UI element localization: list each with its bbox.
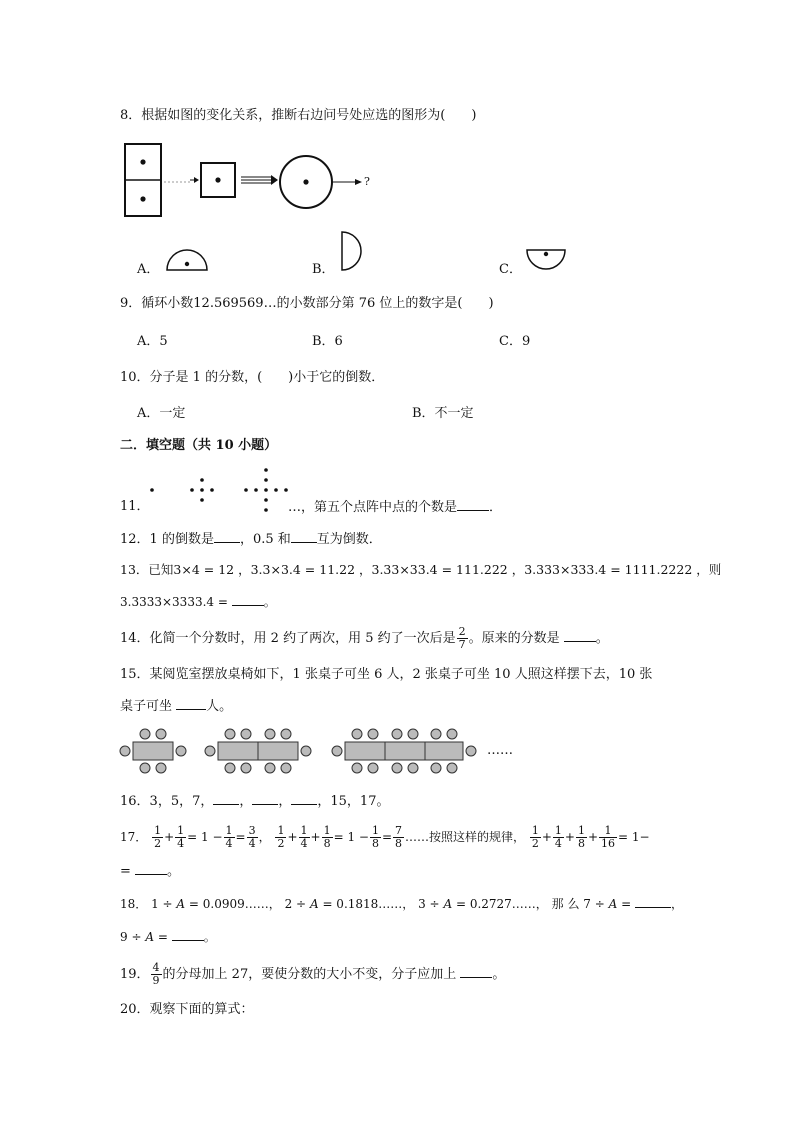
q17-frac-1-8 <box>322 825 333 850</box>
q18-t2: = 0.0909……， 2 ÷ <box>188 897 307 911</box>
num: 1 <box>577 824 585 837</box>
q8-option-b[interactable]: B． <box>312 262 335 277</box>
q15-text-b: 人。 <box>206 699 233 714</box>
eq: = <box>381 830 393 844</box>
q9-text: 9．循环小数12.569569…的小数部分第 76 位上的数字是( ) <box>120 296 494 311</box>
plus: + <box>310 830 321 844</box>
num: 3 <box>248 824 256 837</box>
q8-option-a[interactable]: A． <box>137 262 160 277</box>
q13-line2 <box>120 593 276 611</box>
q14-numerator: 2 <box>458 625 466 638</box>
q17-frac-1-4 <box>175 825 186 850</box>
q11-line <box>288 498 502 517</box>
q17-frac-1-2c <box>530 825 541 850</box>
q16-text-b: ，15，17。 <box>317 794 390 809</box>
q17-eq: = <box>120 864 131 879</box>
plus: + <box>564 830 575 844</box>
q18-var: A <box>176 897 186 911</box>
num: 1 <box>177 824 185 837</box>
q8-question-mark: ? <box>364 175 370 188</box>
q15-ellipsis: …… <box>487 743 513 758</box>
q17-answer-blank[interactable] <box>135 862 167 875</box>
num: 1 <box>371 824 379 837</box>
table-arrangement-1 <box>120 729 186 773</box>
q19-denominator: 9 <box>152 974 160 987</box>
q8-option-a-half-circle <box>165 248 209 272</box>
q18-t5: = <box>621 897 632 911</box>
q13-line1: 13．已知3×4 = 12 ，3.3×3.4 = 11.22 ，3.33×33.4 = 111.222 ，3.333×333.4 = 1111.2222 ，则 <box>120 562 722 577</box>
q15-text-a: 桌子可坐 <box>120 699 173 714</box>
den: 8 <box>323 837 331 850</box>
num: 1 <box>599 825 617 838</box>
plus: + <box>541 830 552 844</box>
plus: + <box>287 830 298 844</box>
plus: + <box>587 830 599 844</box>
den: 8 <box>577 837 585 850</box>
q17-frac-1-8b <box>370 825 381 850</box>
q9-option-a[interactable]: A．5 <box>137 334 168 349</box>
q8-option-c-half-circle <box>525 248 567 272</box>
q19-line <box>120 962 505 988</box>
den: 8 <box>395 837 403 850</box>
q9-option-c[interactable]: C．9 <box>499 334 531 349</box>
q13-expression: 3.3333×3333.4 = <box>120 595 228 609</box>
num: 1 <box>323 824 331 837</box>
den: 16 <box>601 837 616 850</box>
num: 1 <box>154 824 162 837</box>
q11-dot-patterns <box>140 466 290 514</box>
q19-numerator: 4 <box>152 961 160 974</box>
q15-line1: 15．某阅览室摆放桌椅如下，1 张桌子可坐 6 人，2 张桌子可坐 10 人照这样摆下去，10 张 <box>120 667 653 682</box>
den: 4 <box>248 837 256 850</box>
q14-fraction <box>457 626 468 651</box>
q8-option-b-half-circle <box>340 230 362 272</box>
q12-line <box>120 530 382 549</box>
q8-figure <box>120 140 380 222</box>
q16-blank-3[interactable] <box>291 792 317 805</box>
q15-line2 <box>120 697 232 716</box>
q19-text: 的分母加上 27，要使分数的大小不变，分子应加上 <box>162 967 457 982</box>
q19-number: 19． <box>120 967 150 982</box>
q16-sep-1: ， <box>239 794 253 809</box>
table-arrangement-3 <box>332 729 476 773</box>
num: 1 <box>554 824 562 837</box>
den: 2 <box>531 837 539 850</box>
den: 4 <box>554 837 562 850</box>
q14-denominator: 7 <box>458 638 466 651</box>
dots: …… <box>405 830 430 844</box>
q16-line <box>120 792 389 811</box>
q18-var: A <box>145 930 155 944</box>
q18-t4: = 0.2727……， 那 么 7 ÷ <box>455 897 605 911</box>
q12-part-a: 12．1 的倒数是 <box>120 532 214 547</box>
den: 8 <box>371 837 379 850</box>
q16-text-a: 16．3，5，7， <box>120 794 214 809</box>
q17-line1 <box>120 824 650 850</box>
q15-table-diagram <box>118 728 478 774</box>
q13-end: 。 <box>263 595 276 609</box>
q11-text: …，第五个点阵中点的个数是 <box>288 500 458 515</box>
q16-blank-1[interactable] <box>213 792 239 805</box>
q14-line <box>120 626 609 651</box>
q17-number: 17． <box>120 830 148 844</box>
q9-option-b[interactable]: B．6 <box>312 334 343 349</box>
section-title: 二．填空题（共 10 小题） <box>120 438 278 453</box>
q18-line2 <box>120 928 216 946</box>
q17-frac-3-4 <box>247 825 258 850</box>
q18-var: A <box>443 897 453 911</box>
q18-var: A <box>608 897 618 911</box>
q10-option-a[interactable]: A．一定 <box>137 406 186 421</box>
q17-end: = 1− <box>618 830 650 844</box>
q18-t3: = 0.1818……， 3 ÷ <box>322 897 440 911</box>
q18-t7: = <box>157 930 168 944</box>
num: 1 <box>300 824 308 837</box>
q12-blank-1[interactable] <box>214 530 240 543</box>
q17-frac-1-4d <box>553 825 564 850</box>
q13-answer-blank[interactable] <box>232 593 264 606</box>
q11-number: 11． <box>120 499 150 514</box>
num: 1 <box>277 824 285 837</box>
q10-text: 10．分子是 1 的分数，( )小于它的倒数． <box>120 370 385 385</box>
q14-text: 14．化简一个分数时，用 2 约了两次，用 5 约了一次后是 <box>120 631 456 646</box>
num: 1 <box>531 824 539 837</box>
q19-end: 。 <box>492 967 506 982</box>
q20-text: 20．观察下面的算式： <box>120 1002 254 1017</box>
q12-part-b: ，0.5 和 <box>239 532 291 547</box>
q11-answer-blank[interactable] <box>457 498 489 511</box>
q17-frac-1-8c <box>576 825 587 850</box>
den: 4 <box>177 837 185 850</box>
q17-frac-1-2b <box>275 825 286 850</box>
q15-answer-blank[interactable] <box>176 697 206 710</box>
q18-t6: 9 ÷ <box>120 930 142 944</box>
eq: = 1 − <box>333 830 369 844</box>
q18-line1 <box>120 895 683 913</box>
q18-blank-1[interactable] <box>635 895 671 908</box>
q17-end-dot: 。 <box>167 864 181 879</box>
q12-part-c: 互为倒数． <box>316 532 382 547</box>
q17-frac-1-4b <box>224 825 235 850</box>
q18-comma: ， <box>670 897 683 911</box>
q17-middle-text: 按照这样的规律， <box>429 830 526 844</box>
q19-fraction <box>151 962 162 987</box>
q10-option-b[interactable]: B．不一定 <box>412 406 474 421</box>
q16-sep-2: ， <box>278 794 292 809</box>
num: 7 <box>395 824 403 837</box>
q8-text: 8．根据如图的变化关系，推断右边问号处应选的图形为( ) <box>120 108 477 123</box>
q19-answer-blank[interactable] <box>460 965 492 978</box>
q16-blank-2[interactable] <box>252 792 278 805</box>
q12-blank-2[interactable] <box>291 530 317 543</box>
den: 4 <box>300 837 308 850</box>
q14-text-b: 。原来的分数是 <box>468 631 560 646</box>
q18-t1: 18． 1 ÷ <box>120 897 173 911</box>
eq: = 1 − <box>187 830 223 844</box>
eq: = <box>235 830 246 844</box>
q14-answer-blank[interactable] <box>564 629 596 642</box>
q18-var: A <box>309 897 319 911</box>
den: 4 <box>225 837 233 850</box>
comma: ， <box>258 830 271 844</box>
den: 2 <box>154 837 162 850</box>
q8-option-c[interactable]: C． <box>499 262 522 277</box>
den: 2 <box>277 837 285 850</box>
q18-end: 。 <box>203 930 216 944</box>
q17-frac-7-8 <box>393 825 404 850</box>
num: 1 <box>225 824 233 837</box>
q11-end: ． <box>489 500 503 515</box>
q14-end: 。 <box>595 631 609 646</box>
q17-frac-1-16 <box>599 825 617 850</box>
q17-frac-1-4c <box>299 825 310 850</box>
q18-blank-2[interactable] <box>172 928 204 941</box>
q17-line2 <box>120 862 180 881</box>
plus: + <box>164 830 175 844</box>
q17-frac-1-2 <box>152 825 163 850</box>
table-arrangement-2 <box>205 729 311 773</box>
